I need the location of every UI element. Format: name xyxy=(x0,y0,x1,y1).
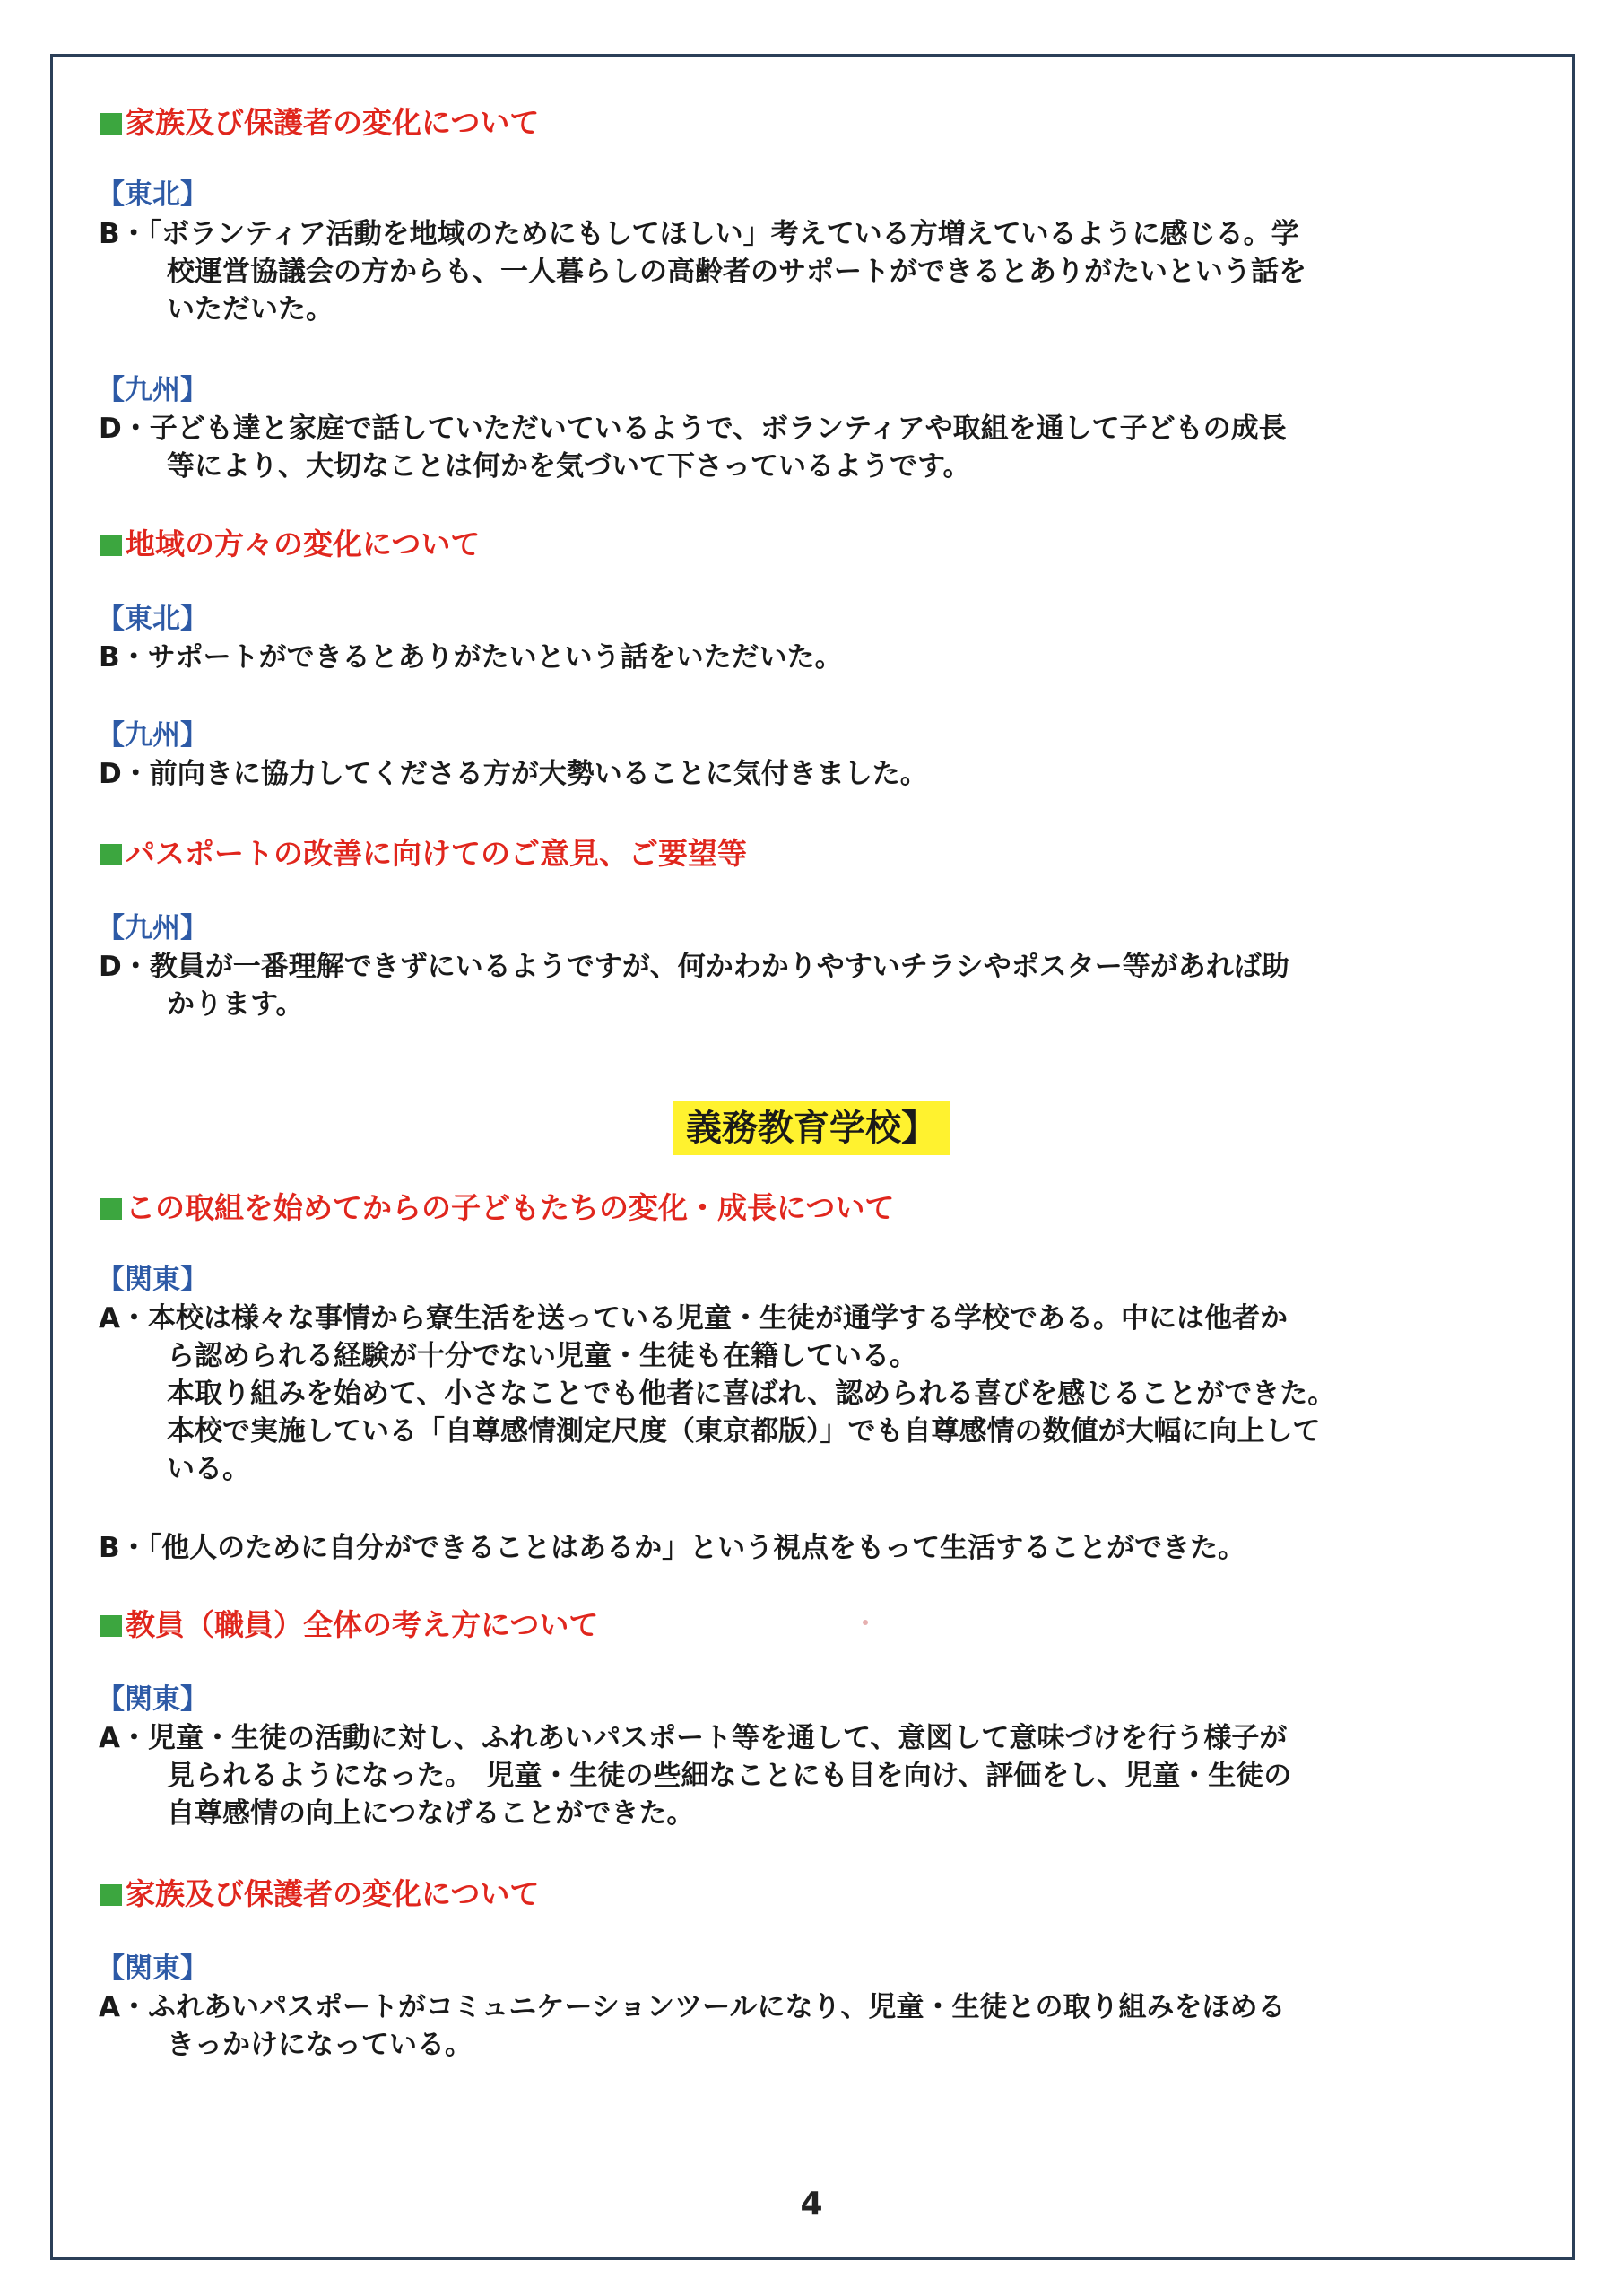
comment-line: B・サポートができるとありがたいという話をいただいた。 xyxy=(99,641,843,674)
comment-entry xyxy=(99,1719,1533,1832)
comment-entry xyxy=(99,1300,1533,1488)
region-label: 【九州】 xyxy=(97,912,208,944)
comment-line: 自尊感情の向上につなげることができた。 xyxy=(167,1797,695,1830)
square-bullet-icon xyxy=(100,113,122,135)
region-label: 【関東】 xyxy=(97,1264,208,1296)
comment-entry xyxy=(99,755,1533,793)
comment-entry xyxy=(99,410,1533,485)
comment-line: 見られるようになった。 児童・生徒の些細なことにも目を向け、評価をし、児童・生徒の xyxy=(167,1760,1292,1792)
region-label: 【関東】 xyxy=(97,1952,208,1985)
comment-entry xyxy=(99,639,1533,676)
comment-entry xyxy=(99,215,1533,328)
square-bullet-icon xyxy=(100,844,122,865)
comment-entry xyxy=(99,1529,1533,1567)
comment-line: ら認められる経験が十分でない児童・生徒も在籍している。 xyxy=(167,1340,917,1372)
comment-line: A・本校は様々な事情から寮生活を送っている児童・生徒が通学する学校である。中には他者か xyxy=(99,1302,1288,1335)
section-heading: パスポートの改善に向けてのご意見、ご要望等 xyxy=(100,839,747,868)
comment-line: かります。 xyxy=(167,988,304,1021)
square-bullet-icon xyxy=(100,1884,122,1906)
scan-speck xyxy=(863,1620,868,1625)
square-bullet-icon xyxy=(100,1198,122,1220)
comment-line: B・「ボランティア活動を地域のためにもしてほしい」考えている方増えているように感じる。学 xyxy=(99,218,1299,250)
comment-line: 本取り組みを始めて、小さなことでも他者に喜ばれ、認められる喜びを感じることができた。 xyxy=(167,1378,1336,1410)
page-border xyxy=(50,54,1575,2260)
square-bullet-icon xyxy=(100,535,122,556)
comment-entry xyxy=(99,1988,1533,2064)
section-heading: 教員（職員）全体の考え方について xyxy=(100,1610,598,1639)
section-heading: この取組を始めてからの子どもたちの変化・成長について xyxy=(100,1193,894,1222)
region-label: 【九州】 xyxy=(97,719,208,752)
region-label: 【東北】 xyxy=(97,603,208,635)
comment-line: いただいた。 xyxy=(167,293,334,326)
section-heading: 家族及び保護者の変化について xyxy=(100,108,539,137)
comment-line: いる。 xyxy=(167,1453,250,1485)
school-type-heading: 義務教育学校】 xyxy=(0,1101,1623,1155)
comment-line: D・前向きに協力してくださる方が大勢いることに気付きました。 xyxy=(99,758,928,790)
page-number: 4 xyxy=(800,2186,823,2222)
region-label: 【九州】 xyxy=(97,374,208,406)
comment-line: きっかけになっている。 xyxy=(167,2029,473,2061)
section-heading: 家族及び保護者の変化について xyxy=(100,1879,539,1909)
comment-line: 校運営協議会の方からも、一人暮らしの高齢者のサポートができるとありがたいという話を xyxy=(167,256,1306,288)
comment-line: 等により、大切なことは何かを気づいて下さっているようです。 xyxy=(167,450,971,483)
comment-line: D・子ども達と家庭で話していただいているようで、ボランティアや取組を通して子どもの成長 xyxy=(99,413,1287,445)
comment-line: B・「他人のために自分ができることはあるか」という視点をもって生活することができた。 xyxy=(99,1532,1246,1564)
comment-line: A・ふれあいパスポートがコミュニケーションツールになり、児童・生徒との取り組みをほめる xyxy=(99,1991,1286,2023)
region-label: 【東北】 xyxy=(97,178,208,211)
comment-line: D・教員が一番理解できずにいるようですが、何かわかりやすいチラシやポスター等があれば助 xyxy=(99,951,1289,983)
region-label: 【関東】 xyxy=(97,1683,208,1716)
comment-entry xyxy=(99,948,1533,1023)
comment-line: 本校で実施している「自尊感情測定尺度（東京都版）」でも自尊感情の数値が大幅に向上して xyxy=(167,1415,1321,1448)
comment-line: A・児童・生徒の活動に対し、ふれあいパスポート等を通して、意図して意味づけを行う様子が xyxy=(99,1722,1288,1754)
section-heading: 地域の方々の変化について xyxy=(100,529,480,559)
square-bullet-icon xyxy=(100,1615,122,1637)
